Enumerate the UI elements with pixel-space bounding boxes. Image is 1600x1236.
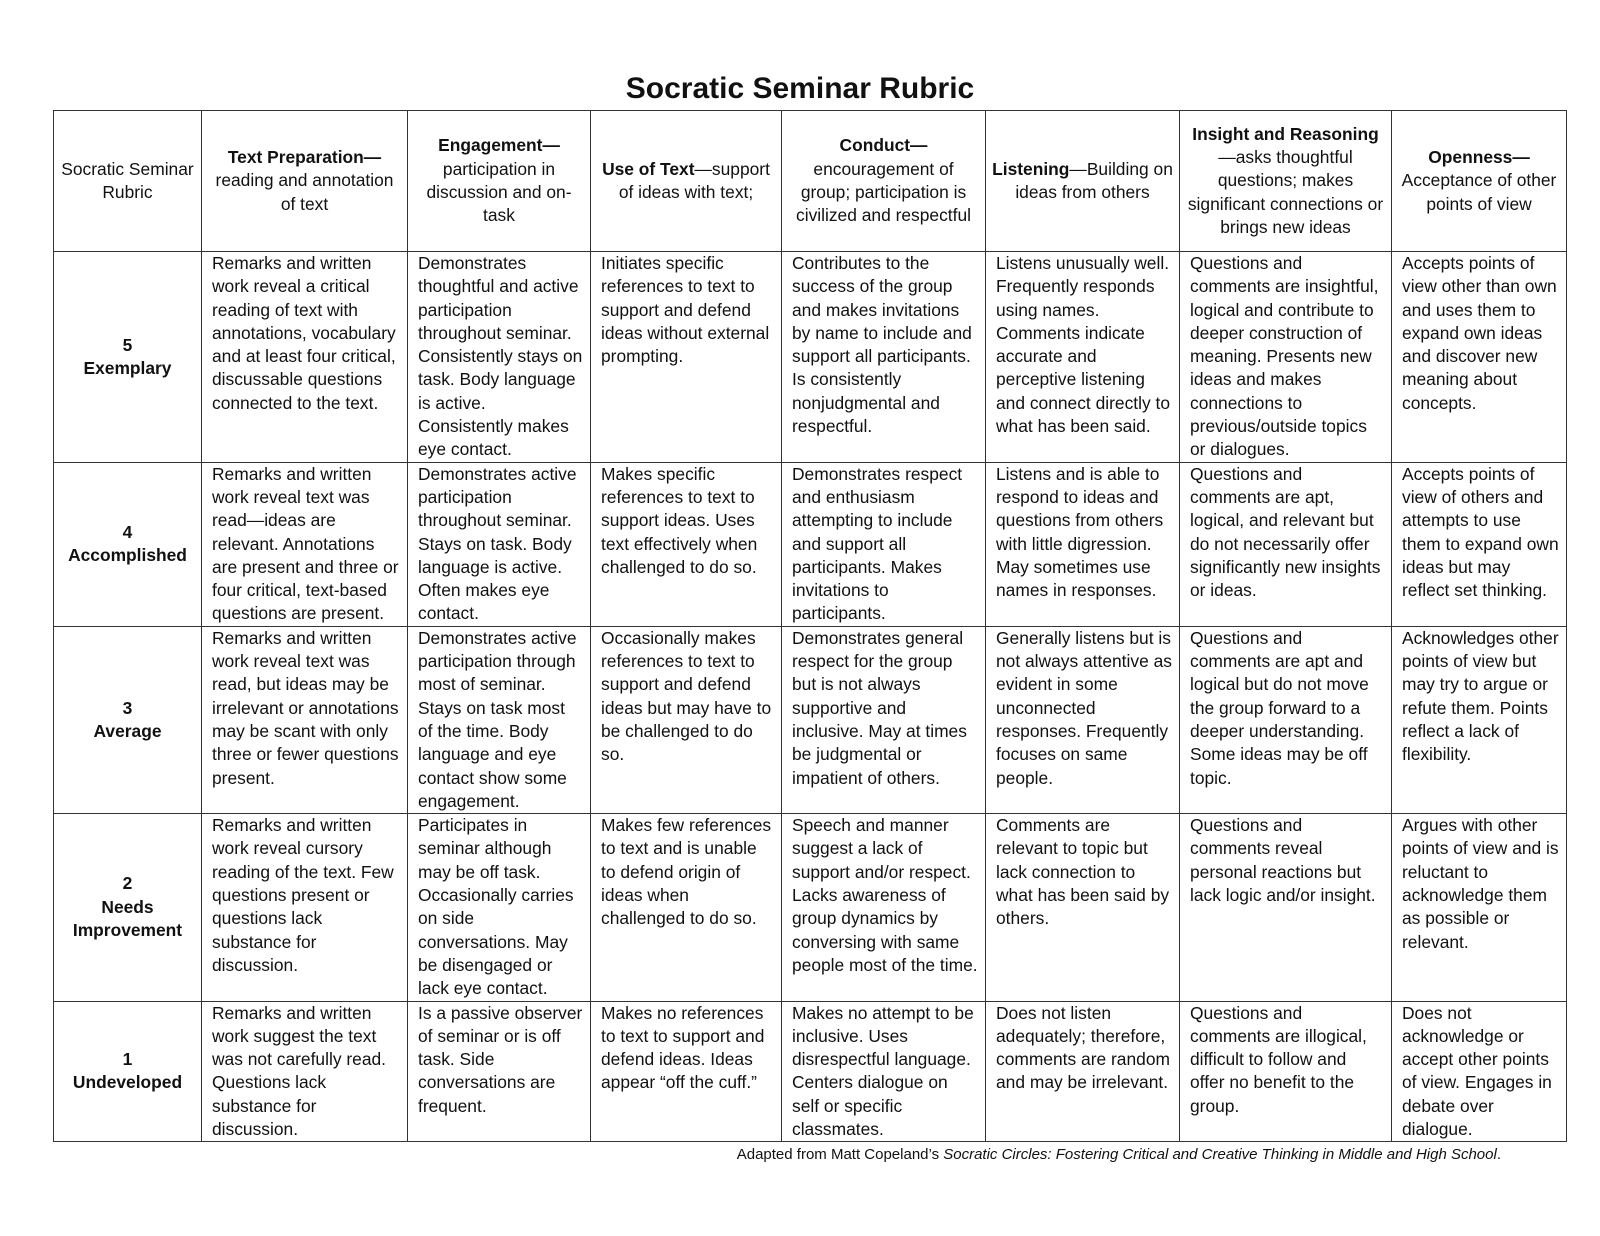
table-cell: Demonstrates thoughtful and active participation throughout seminar. Consistently stays on task. Body language is active. Consistently makes eye contact. [408,252,591,463]
table-cell: Remarks and written work reveal text was read, but ideas may be irrelevant or annotations may be scant with only three or fewer questions present. [202,626,408,813]
table-cell: Remarks and written work suggest the text was not carefully read. Questions lack substance for discussion. [202,1001,408,1142]
table-cell: Makes no references to text to support and defend ideas. Ideas appear “off the cuff.” [591,1001,782,1142]
table-cell: Listens and is able to respond to ideas and questions from others with little digression. May sometimes use names in responses. [986,462,1180,626]
column-header-description: participation in discussion and on-task [426,158,572,226]
column-header-bold: Use of Text [602,158,695,179]
table-cell: Does not acknowledge or accept other points of view. Engages in debate over dialogue. [1392,1001,1567,1142]
table-cell: Initiates specific references to text to support and defend ideas without external prompting. [591,252,782,463]
table-row [54,814,1567,1001]
score-label: Average [93,720,162,741]
row-header [54,252,202,463]
table-cell: Questions and comments are insightful, logical and contribute to deeper construction of meaning. Presents new ideas and makes connections to previous/outside topics or dialogues. [1180,252,1392,463]
column-header-engagement [408,111,591,252]
table-cell: Argues with other points of view and is reluctant to acknowledge them as possible or relevant. [1392,814,1567,1001]
caption-prefix: Adapted from Matt Copeland’s [736,1146,944,1163]
table-cell: Makes few references to text and is unable to defend origin of ideas when challenged to do so. [591,814,782,1001]
column-header-description: —Building on ideas from others [1015,158,1173,202]
caption-book-title: Socratic Circles: Fostering Critical and Creative Thinking in Middle and High School [943,1146,1497,1163]
column-header-description: —asks thoughtful questions; makes significant connections or brings new ideas [1187,147,1384,237]
table-cell: Contributes to the success of the group and makes invitations by name to include and support all participants. Is consistently nonjudgmental and respectful. [782,252,986,463]
score-number: 2 [122,873,133,894]
score-label: Undeveloped [72,1072,183,1093]
table-cell: Remarks and written work reveal a critical reading of text with annotations, vocabulary and at least four critical, discussable questions connected to the text. [202,252,408,463]
table-cell: Generally listens but is not always attentive as evident in some unconnected responses. Frequently focuses on same people. [986,626,1180,813]
table-cell: Speech and manner suggest a lack of support and/or respect. Lacks awareness of group dynamics by conversing with same people most of the time. [782,814,986,1001]
column-header-openness [1392,111,1567,252]
column-header-description: Acceptance of other points of view [1401,170,1557,214]
table-cell: Comments are relevant to topic but lack connection to what has been said by others. [986,814,1180,1001]
table-cell: Questions and comments reveal personal reactions but lack logic and/or insight. [1180,814,1392,1001]
table-cell: Questions and comments are illogical, difficult to follow and offer no benefit to the group. [1180,1001,1392,1142]
score-number: 4 [122,521,133,542]
table-cell: Demonstrates active participation throughout seminar. Stays on task. Body language is active. Often makes eye contact. [408,462,591,626]
table-cell: Accepts points of view of others and attempts to use them to expand own ideas but may reflect set thinking. [1392,462,1567,626]
column-header-bold: Text Preparation— [227,147,382,168]
column-header-bold: Conduct— [839,135,928,156]
column-header-use-of-text [591,111,782,252]
row-header [54,462,202,626]
row-header [54,1001,202,1142]
source-caption [737,1146,1501,1163]
column-header-bold: Listening [992,158,1070,179]
table-row [54,462,1567,626]
column-header-listening [986,111,1180,252]
column-header-description: encouragement of group; participation is civilized and respectful [796,158,971,226]
row-header [54,626,202,813]
table-cell: Listens unusually well. Frequently responds using names. Comments indicate accurate and perceptive listening and connect directly to what has been said. [986,252,1180,463]
table-row [54,252,1567,463]
table-cell: Does not listen adequately; therefore, comments are random and may be irrelevant. [986,1001,1180,1142]
score-number: 5 [122,334,133,355]
table-cell: Makes no attempt to be inclusive. Uses disrespectful language. Centers dialogue on self or specific classmates. [782,1001,986,1142]
header-row [54,111,1567,252]
column-header-bold: Openness— [1428,147,1530,168]
table-row [54,626,1567,813]
column-header-insight-reasoning [1180,111,1392,252]
table-cell: Questions and comments are apt and logical but do not move the group forward to a deeper understanding. Some ideas may be off topic. [1180,626,1392,813]
caption-suffix: . [1496,1146,1501,1163]
rubric-table [53,110,1567,1142]
table-cell: Accepts points of view other than own and uses them to expand own ideas and discover new meaning about concepts. [1392,252,1567,463]
corner-header: Socratic Seminar Rubric [54,111,202,252]
column-header-text-preparation [202,111,408,252]
table-cell: Participates in seminar although may be off task. Occasionally carries on side conversations. May be disengaged or lack eye contact. [408,814,591,1001]
table-cell: Makes specific references to text to support ideas. Uses text effectively when challenged to do so. [591,462,782,626]
table-cell: Remarks and written work reveal text was read—ideas are relevant. Annotations are present and three or four critical, text-based questions are present. [202,462,408,626]
column-header-description: —support of ideas with text; [618,158,770,202]
table-cell: Demonstrates general respect for the group but is not always supportive and inclusive. May at times be judgmental or impatient of others. [782,626,986,813]
score-label: Exemplary [83,357,172,378]
table-row [54,1001,1567,1142]
column-header-conduct [782,111,986,252]
table-cell: Is a passive observer of seminar or is off task. Side conversations are frequent. [408,1001,591,1142]
row-header [54,814,202,1001]
table-cell: Demonstrates respect and enthusiasm attempting to include and support all participants. Makes invitations to participants. [782,462,986,626]
table-cell: Acknowledges other points of view but may try to argue or refute them. Points reflect a lack of flexibility. [1392,626,1567,813]
table-cell: Demonstrates active participation through most of seminar. Stays on task most of the time. Body language and eye contact show some engagement. [408,626,591,813]
table-cell: Occasionally makes references to text to support and defend ideas but may have to be challenged to do so. [591,626,782,813]
table-cell: Questions and comments are apt, logical, and relevant but do not necessarily offer significantly new insights or ideas. [1180,462,1392,626]
column-header-bold: Engagement— [438,135,560,156]
table-cell: Remarks and written work reveal cursory reading of the text. Few questions present or questions lack substance for discussion. [202,814,408,1001]
page-title: Socratic Seminar Rubric [625,72,975,105]
score-label: Needs Improvement [72,896,183,940]
score-number: 1 [122,1049,133,1070]
score-number: 3 [122,697,133,718]
column-header-bold: Insight and Reasoning [1192,123,1379,144]
score-label: Accomplished [68,545,187,566]
column-header-description: reading and annotation of text [215,170,394,214]
